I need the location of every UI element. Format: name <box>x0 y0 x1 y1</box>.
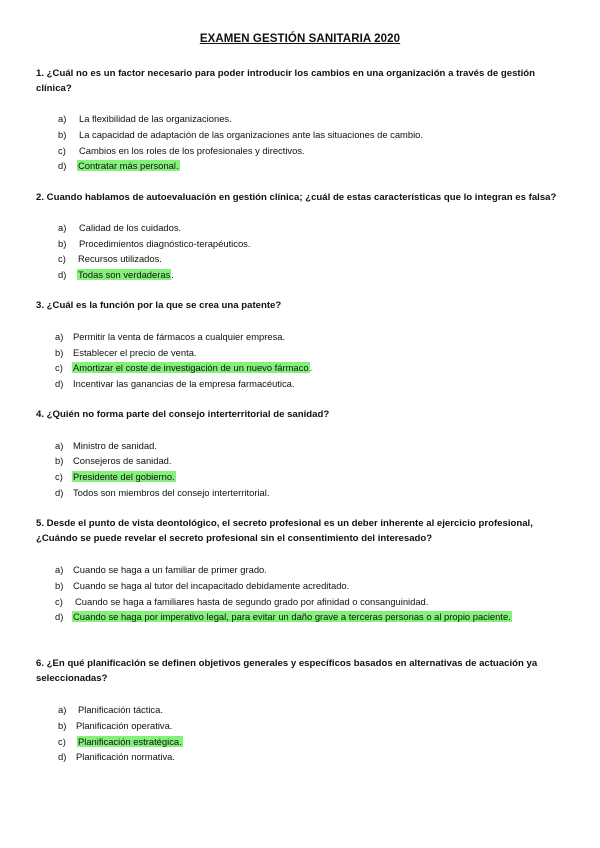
option-text: Planificación táctica. <box>78 704 163 715</box>
option-text: La flexibilidad de las organizaciones. <box>79 113 232 124</box>
option-letter: a) <box>58 222 67 233</box>
option-letter: a) <box>58 704 67 715</box>
option-text: Cuando se haga al tutor del incapacitado debidamente acreditado. <box>73 580 350 591</box>
option-text: Recursos utilizados. <box>78 253 162 264</box>
option-letter: d) <box>58 751 67 762</box>
option-text: Calidad de los cuidados. <box>79 222 182 233</box>
option-letter: b) <box>55 455 64 466</box>
option-letter: d) <box>55 378 64 389</box>
option-text: Planificación normativa. <box>76 751 176 762</box>
correct-answer-highlight: Contratar más personal. <box>78 160 179 171</box>
correct-answer-highlight: Amortizar el coste de investigación de un nuevo fármaco <box>73 362 309 373</box>
option-text: Establecer el precio de venta. <box>73 347 197 358</box>
option-text: Consejeros de sanidad. <box>73 455 172 466</box>
option-letter: a) <box>55 440 64 451</box>
option-letter: c) <box>58 253 66 264</box>
option-letter: c) <box>55 362 63 373</box>
option-letter: c) <box>55 596 63 607</box>
option-letter: c) <box>58 145 66 156</box>
option-letter: a) <box>55 564 64 575</box>
option-letter: d) <box>58 160 67 171</box>
option-letter: d) <box>58 269 67 280</box>
question-3: 3. ¿Cuál es la función por la que se crea una patente? <box>36 300 282 311</box>
option-text: Procedimientos diagnóstico-terapéuticos. <box>79 238 251 249</box>
question-2: 2. Cuando hablamos de autoevaluación en gestión clínica; ¿cuál de estas características que lo integran es falsa? <box>36 192 557 203</box>
correct-answer-highlight: Presidente del gobierno. <box>73 471 175 482</box>
page-title: EXAMEN GESTIÓN SANITARIA 2020 <box>199 33 401 45</box>
option-letter: a) <box>58 113 67 124</box>
option-letter: d) <box>55 487 64 498</box>
option-text: La capacidad de adaptación de las organizaciones ante las situaciones de cambio. <box>79 129 423 140</box>
question-1: 1. ¿Cuál no es un factor necesario para poder introducir los cambios en una organización a través de gestión clínica? <box>36 68 535 94</box>
option-suffix: . <box>171 269 174 280</box>
correct-answer-highlight: Planificación estratégica. <box>78 736 182 747</box>
option-letter: c) <box>58 736 66 747</box>
option-letter: b) <box>58 720 67 731</box>
option-text: Cuando se haga a un familiar de primer grado. <box>73 564 267 575</box>
option-text: Todos son miembros del consejo interterritorial. <box>73 487 270 498</box>
correct-answer-highlight: Todas son verdaderas <box>78 269 171 280</box>
option-text: Permitir la venta de fármacos a cualquier empresa. <box>73 331 286 342</box>
option-letter: c) <box>55 471 63 482</box>
question-6: 6. ¿En qué planificación se definen objetivos generales y específicos basados en alternativas de actuación ya seleccionadas? <box>36 658 538 684</box>
correct-answer-highlight: Cuando se haga por imperativo legal, para evitar un daño grave a terceras personas o al propio paciente. <box>73 611 511 622</box>
option-text: Planificación operativa. <box>76 720 173 731</box>
option-letter: d) <box>55 611 64 622</box>
option-letter: b) <box>58 129 67 140</box>
question-4: 4. ¿Quién no forma parte del consejo interterritorial de sanidad? <box>36 409 330 420</box>
option-letter: a) <box>55 331 64 342</box>
option-text: Incentivar las ganancias de la empresa farmacéutica. <box>73 378 295 389</box>
question-5: 5. Desde el punto de vista deontológico, el secreto profesional es un deber inherente al ejercicio profesional, ¿Cuándo se puede revelar el secreto profesional sin el consentimiento del interesado? <box>36 518 533 544</box>
option-text: Ministro de sanidad. <box>73 440 157 451</box>
option-suffix: . <box>309 362 313 373</box>
option-letter: b) <box>55 580 64 591</box>
option-letter: b) <box>55 347 64 358</box>
option-text: Cambios en los roles de los profesionales y directivos. <box>79 145 305 156</box>
option-text: Cuando se haga a familiares hasta de segundo grado por afinidad o consanguinidad. <box>75 596 429 607</box>
option-letter: b) <box>58 238 67 249</box>
